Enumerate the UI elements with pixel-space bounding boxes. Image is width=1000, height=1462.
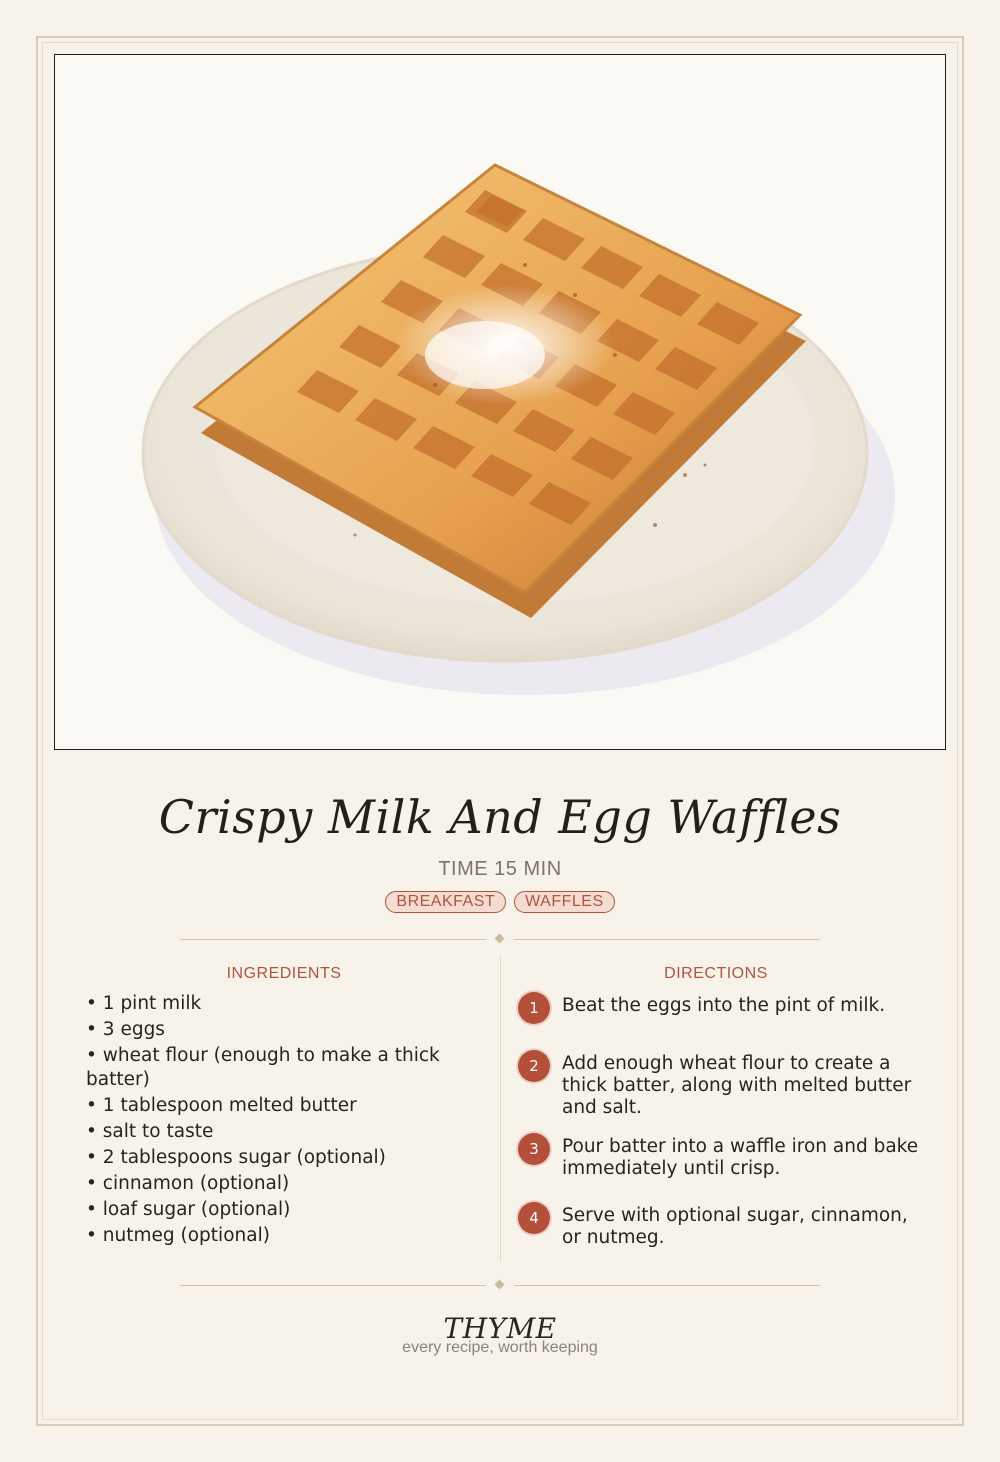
step-number: 2 (518, 1050, 550, 1082)
directions-heading: DIRECTIONS (664, 965, 768, 982)
direction-step (518, 1050, 928, 1119)
step-text: Beat the eggs into the pint of milk. (562, 995, 886, 1016)
ingredient-item: • wheat flour (enough to make a thick batter) (86, 1045, 440, 1090)
ingredients-heading: INGREDIENTS (226, 965, 342, 982)
recipe-title: Crispy Milk And Egg Waffles (158, 790, 842, 844)
column-divider (500, 956, 501, 1262)
ingredient-item: • 1 pint milk (86, 993, 202, 1014)
brand-tagline: every recipe, worth keeping (402, 1339, 598, 1356)
tag-waffles[interactable]: WAFFLES (514, 891, 614, 913)
divider-bottom (180, 1285, 820, 1286)
ingredient-item: • 3 eggs (86, 1019, 165, 1040)
ingredient-item: • salt to taste (86, 1121, 214, 1142)
directions-list (518, 992, 928, 1249)
direction-step (518, 1202, 928, 1249)
step-text: Pour batter into a waffle iron and bake immediately until crisp. (562, 1136, 919, 1179)
tag-list (0, 891, 1000, 913)
step-text: Add enough wheat flour to create a thick batter, along with melted butter and salt. (562, 1053, 912, 1118)
step-text: Serve with optional sugar, cinnamon, or nutmeg. (562, 1205, 908, 1248)
brand-logo: THYME (443, 1312, 557, 1345)
ingredient-item: • cinnamon (optional) (86, 1173, 290, 1194)
recipe-photo (54, 54, 946, 750)
tag-breakfast[interactable]: BREAKFAST (385, 891, 506, 913)
ingredient-item: • loaf sugar (optional) (86, 1199, 291, 1220)
step-number: 4 (518, 1202, 550, 1234)
ingredient-item: • nutmeg (optional) (86, 1225, 270, 1246)
ingredient-item: • 2 tablespoons sugar (optional) (86, 1147, 386, 1168)
cook-time: TIME 15 MIN (438, 858, 562, 880)
waffle-illustration (55, 55, 945, 749)
direction-step (518, 1133, 928, 1180)
step-number: 3 (518, 1133, 550, 1165)
divider-top (180, 939, 820, 940)
ingredients-list (86, 992, 476, 1250)
ingredient-item: • 1 tablespoon melted butter (86, 1095, 357, 1116)
step-number: 1 (518, 992, 550, 1024)
direction-step (518, 992, 928, 1024)
